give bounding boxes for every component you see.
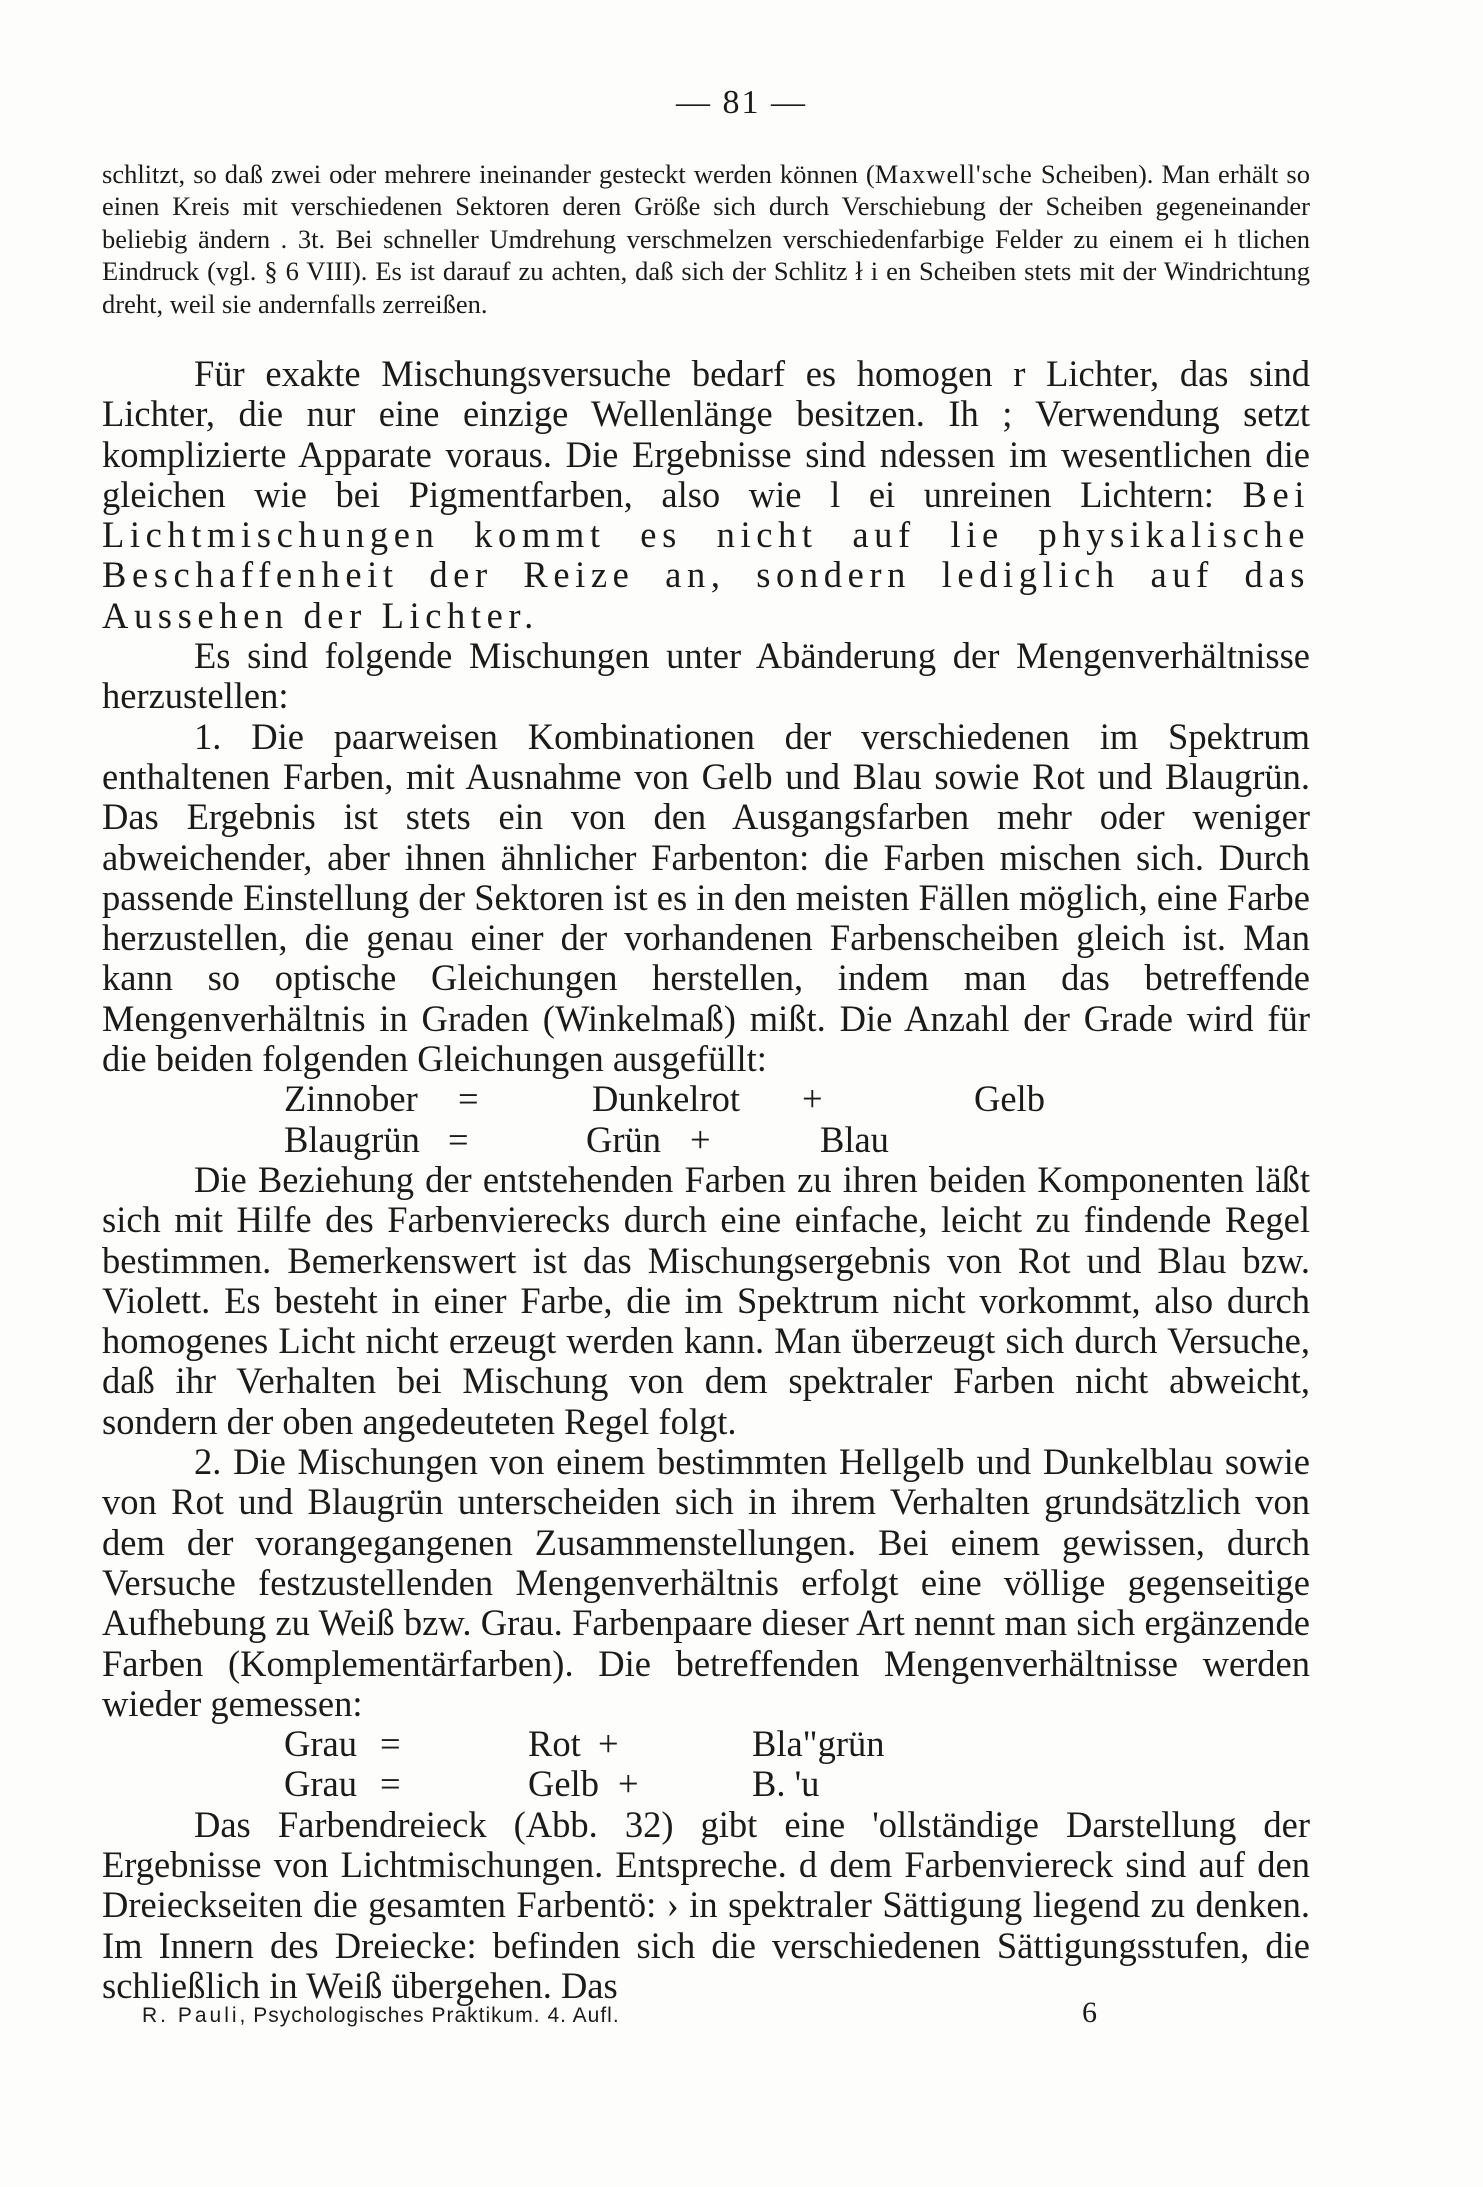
small-print-text-end: Scheiben). Man erhält so einen Kreis mit verschiedenen Sektoren deren Größe sich durch Verschiebung der Scheiben gegeneinander beliebig ändern . 3t. Bei schneller Umdrehung verschmelzen verschiedenfarbige Felder zu einem ei h tlichen Eindruck (vgl. § 6 VIII). Es ist darauf zu achten, daß sich der Schlitz ł i en Scheiben stets mit der Windrichtung dreht, weil sie andernfalls zerreißen. <box>102 159 1310 319</box>
small-print-paragraph <box>102 158 1310 320</box>
equation-term: Grau <box>284 1723 357 1765</box>
equation-grau-gelb <box>102 1764 1310 1804</box>
footer-author: R. Pauli <box>142 2004 240 2027</box>
equation-blaugruen <box>102 1120 1310 1160</box>
equation-plus: + <box>618 1763 639 1805</box>
equation-term: Rot <box>528 1723 581 1765</box>
paragraph-item-1: 1. Die paarweisen Kombinationen der verschiedenen im Spektrum enthaltenen Farben, mit Ausnahme von Gelb und Blau sowie Rot und Blaugrün. Das Ergebnis ist stets ein von den Ausgangsfarben mehr oder weniger abweichender, aber ihnen ähnlicher Farbenton: die Farben mischen sich. Durch passende Einstellung der Sektoren ist es in den meisten Fällen möglich, eine Farbe herzustellen, die genau einer der vorhandenen Farbenscheiben gleich ist. Man kann so optische Gleichungen herstellen, indem man das betreffende Mengenverhältnis in Graden (Winkelmaß) mißt. Die Anzahl der Grade wird für die beiden folgenden Gleichungen ausgefüllt: <box>102 715 1310 1080</box>
equation-equals: = <box>380 1763 401 1805</box>
equation-zinnober <box>102 1079 1310 1119</box>
signature-mark: 6 <box>1082 1996 1097 2029</box>
footer-title: , Psychologisches Praktikum. 4. Aufl. <box>239 2004 620 2027</box>
paragraph-item-2: 2. Die Mischungen von einem bestimmten Hellgelb und Dunkelblau sowie von Rot und Blaugrün unterscheiden sich in ihrem Verhalten grundsätzlich von dem der vorangegangenen Zusammenstellungen. Bei einem gewissen, durch Versuche festzustellenden Mengenverhältnis erfolgt eine völlige gegenseitige Aufhebung zu Weiß bzw. Grau. Farbenpaare dieser Art nennt man sich ergänzende Farben (Komplementärfarben). Die betreffenden Mengenverhältnisse werden wieder gemessen: <box>102 1441 1310 1724</box>
paragraph-text: Für exakte Mischungsversuche bedarf es homogen r Lichter, das sind Lichter, die nur eine einzige Wellenlänge besitzen. Ih ; Verwendung setzt komplizierte Apparate voraus. Die Ergebnisse sind ndessen im wesentlichen die gleichen wie bei Pigmentfarben, also wie l ei unreinen Lichtern: <box>102 353 1310 515</box>
small-print-text-start: schlitzt, so daß zwei oder mehrere ineinander gesteckt werden können ( <box>102 159 875 189</box>
spaced-name-maxwell: Maxwell'sche <box>874 159 1033 189</box>
equation-term: Bla"grün <box>752 1723 885 1765</box>
equation-equals: = <box>448 1118 469 1160</box>
equation-term: Zinnober <box>284 1078 418 1120</box>
paragraph-homogene-lichter <box>102 354 1310 636</box>
footer-citation <box>142 2004 620 2028</box>
equation-term: Blaugrün <box>284 1118 420 1160</box>
paragraph-beziehung: Die Beziehung der entstehenden Farben zu ihren beiden Komponenten läßt sich mit Hilfe des Farbenvierecks durch eine einfache, leicht zu findende Regel bestimmen. Bemerkenswert ist das Mischungsergebnis von Rot und Blau bzw. Violett. Es besteht in einer Farbe, die im Spektrum nicht vorkommt, also durch homogenes Licht nicht erzeugt werden kann. Man überzeugt sich durch Versuche, daß ihr Verhalten bei Mischung von dem spektraler Farben nicht abweicht, sondern der oben angedeuteten Regel folgt. <box>102 1158 1310 1442</box>
equation-term: Grün <box>586 1118 662 1160</box>
main-text <box>102 354 1310 2006</box>
equation-term: Gelb <box>528 1763 599 1805</box>
equation-plus: + <box>802 1078 823 1120</box>
equation-equals: = <box>458 1078 479 1120</box>
equation-plus: + <box>690 1118 711 1160</box>
equation-term: Grau <box>284 1763 357 1805</box>
paragraph-mischungen: Es sind folgende Mischungen unter Abänderung der Mengenverhältnisse herzustellen: <box>102 635 1310 717</box>
equation-plus: + <box>598 1723 619 1765</box>
emphasized-text: Bei Lichtmischungen kommt es nicht auf lie physikalische Beschaffenheit der Reize an, sondern lediglich auf das Aussehen der Lichter. <box>102 473 1310 636</box>
equation-term: Gelb <box>974 1078 1045 1120</box>
equation-term: Dunkelrot <box>592 1078 740 1120</box>
equation-grau-rot <box>102 1724 1310 1764</box>
equation-term: B. 'u <box>752 1763 820 1805</box>
equation-term: Blau <box>820 1118 889 1160</box>
paragraph-farbendreieck: Das Farbendreieck (Abb. 32) gibt eine 'ollständige Darstellung der Ergebnisse von Lichtmischungen. Entspreche. d dem Farbenviereck sind auf den Dreieckseiten die gesamten Farbentö: › in spektraler Sättigung liegend zu denken. Im Innern des Dreiecke: befinden sich die verschiedenen Sättigungsstufen, die schließlich in Weiß übergehen. Das <box>102 1803 1310 2006</box>
page-number: — 81 — <box>676 84 807 121</box>
equation-equals: = <box>380 1723 401 1765</box>
